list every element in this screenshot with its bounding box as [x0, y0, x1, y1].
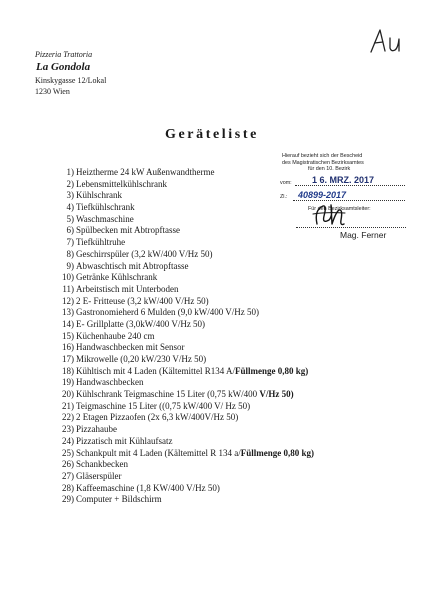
equipment-item [48, 424, 314, 436]
handwritten-corner-note [368, 26, 408, 56]
equipment-item [48, 354, 314, 366]
equipment-item [48, 284, 314, 296]
equipment-item-text: Kaffeemaschine (1,8 KW/400 V/Hz 50) [76, 482, 220, 493]
equipment-item-number: 3) [66, 190, 74, 201]
equipment-item-text: Computer + Bildschirm [76, 494, 162, 505]
equipment-item-number: 8) [66, 248, 74, 259]
equipment-item-number: 27) [62, 470, 74, 481]
equipment-item-text: Arbeitstisch mit Unterboden [76, 283, 179, 294]
equipment-item [48, 448, 314, 460]
equipment-item-number: 29) [62, 494, 74, 505]
equipment-item-number: 25) [62, 447, 74, 458]
equipment-item-number: 19) [62, 377, 74, 388]
stamp-zl-label: Zl.: [280, 194, 288, 200]
equipment-item-text: Spülbecken mit Abtropftasse [76, 225, 180, 236]
equipment-item [48, 272, 314, 284]
equipment-item-text: Geschirrspüler (3,2 kW/400 V/Hz 50) [76, 248, 213, 259]
equipment-item-number: 6) [66, 225, 74, 236]
equipment-item-number: 1) [66, 167, 74, 177]
equipment-item-text: Pizzahaube [76, 424, 117, 435]
equipment-item-text: E- Grillplatte (3,0kW/400 V/Hz 50) [76, 318, 206, 329]
equipment-item-text: Kühltisch mit 4 Laden (Kältemittel R134 A/ [76, 365, 235, 376]
equipment-item-text: Tiefkühltruhe [76, 237, 126, 248]
stamp-official-label: Für den Bezirksamtsleiter: [308, 206, 371, 212]
equipment-item [48, 214, 314, 226]
equipment-item-text: 2 E- Fritteuse (3,2 kW/400 V/Hz 50) [76, 295, 209, 306]
equipment-item [48, 307, 314, 319]
handwritten-signature [311, 200, 347, 228]
equipment-item [48, 366, 314, 378]
equipment-item [48, 471, 314, 483]
equipment-item-refrigerant-note: V/Hz 50) [259, 389, 294, 400]
equipment-item [48, 179, 314, 191]
equipment-item-number: 28) [62, 482, 74, 493]
equipment-item-number: 18) [62, 365, 74, 376]
equipment-item-number: 11) [62, 283, 74, 294]
equipment-item-number: 12) [62, 295, 74, 306]
equipment-item [48, 494, 314, 506]
stamp-text-line-3: für den 10. Bezirk [308, 166, 351, 172]
equipment-item [48, 319, 314, 331]
equipment-item-number: 20) [62, 389, 74, 400]
equipment-item-text: Mikrowelle (0,20 kW/230 V/Hz 50) [76, 354, 207, 364]
equipment-item-text: Küchenhaube 240 cm [76, 330, 155, 341]
equipment-item-text: Abwaschtisch mit Abtropftasse [76, 260, 189, 271]
stamp-date-value: 1 6. MRZ. 2017 [312, 175, 375, 185]
equipment-item-text: 2 Etagen Pizzaofen (2x 6,3 kW/400V/Hz 50) [76, 412, 239, 423]
equipment-item [48, 483, 314, 495]
stamp-text-line-2: des Magistratischen Bezirksamtes [282, 159, 364, 166]
equipment-item-text: Schankpult mit 4 Laden (Kältemittel R 134 a/ [76, 447, 241, 458]
equipment-item-number: 16) [62, 342, 74, 353]
equipment-item-text: Gläserspüler [76, 470, 122, 481]
equipment-item-text: Schankbecken [76, 459, 128, 470]
equipment-item [48, 459, 314, 471]
equipment-item-number: 10) [62, 272, 74, 283]
equipment-item-number: 22) [62, 412, 74, 423]
equipment-item-number: 21) [62, 400, 74, 411]
equipment-item [48, 377, 314, 389]
equipment-item [48, 401, 314, 413]
equipment-item [48, 389, 314, 401]
equipment-item-number: 14) [62, 318, 74, 329]
document-title: Geräteliste [165, 127, 259, 142]
equipment-item-text: Handwaschbecken mit Sensor [76, 342, 185, 353]
equipment-item-text: Teigmaschine 15 Liter ((0,75 kW/400 V/ Hz 50) [76, 400, 251, 411]
equipment-item-number: 24) [62, 435, 74, 446]
equipment-item-text: Kühlschrank [76, 190, 122, 201]
equipment-item-number: 26) [62, 459, 74, 470]
equipment-list [48, 167, 314, 506]
equipment-item-text: Heiztherme 24 kW Außenwandtherme [76, 167, 215, 177]
equipment-item [48, 167, 314, 179]
equipment-item [48, 412, 314, 424]
equipment-item [48, 436, 314, 448]
equipment-item-text: Waschmaschine [76, 213, 134, 224]
equipment-item [48, 296, 314, 308]
stamp-official-name: Mag. Ferner [340, 230, 387, 240]
equipment-item [48, 225, 314, 237]
equipment-item-refrigerant-note: Füllmenge 0,80 kg) [234, 365, 309, 376]
equipment-item [48, 249, 314, 261]
letterhead-line-1: Pizzeria Trattoria [35, 50, 93, 59]
letterhead-street: Kinskygasse 12/Lokal [35, 76, 107, 85]
equipment-item-text: Kühlschrank Teigmaschine 15 Liter (0,75 kW/400 [76, 389, 260, 400]
restaurant-letterhead [35, 49, 106, 97]
equipment-item-number: 13) [62, 307, 74, 318]
equipment-item-number: 15) [62, 330, 74, 341]
equipment-item [48, 331, 314, 343]
equipment-item [48, 237, 314, 249]
stamp-text-line-1: Hierauf bezieht sich der Bescheid [282, 153, 363, 159]
equipment-item-text: Handwaschbecken [76, 377, 144, 388]
equipment-item-text: Pizzatisch mit Kühlaufsatz [76, 435, 173, 446]
equipment-item [48, 342, 314, 354]
equipment-item-text: Getränke Kühlschrank [76, 272, 158, 283]
equipment-item-text: Tiefkühlschrank [76, 202, 135, 213]
equipment-item-number: 23) [62, 424, 74, 435]
equipment-item-number: 17) [62, 354, 74, 364]
equipment-item [48, 202, 314, 214]
equipment-item [48, 261, 314, 273]
equipment-item-text: Lebensmittelkühlschrank [76, 178, 167, 189]
equipment-item-number: 5) [66, 213, 74, 224]
equipment-item-number: 9) [66, 260, 74, 271]
stamp-vom-label: vom: [280, 180, 292, 186]
letterhead-restaurant-name: La Gondola [36, 61, 91, 73]
equipment-item [48, 190, 314, 202]
letterhead-city: 1230 Wien [35, 87, 70, 96]
equipment-item-text: Gastronomieherd 6 Mulden (9,0 kW/400 V/Hz 50) [76, 307, 260, 318]
equipment-item-number: 4) [66, 202, 74, 213]
equipment-item-number: 7) [66, 237, 74, 248]
stamp-zl-value: 40899-2017 [298, 190, 347, 200]
equipment-item-number: 2) [66, 178, 74, 189]
equipment-item-refrigerant-note: Füllmenge 0,80 kg) [240, 447, 314, 458]
